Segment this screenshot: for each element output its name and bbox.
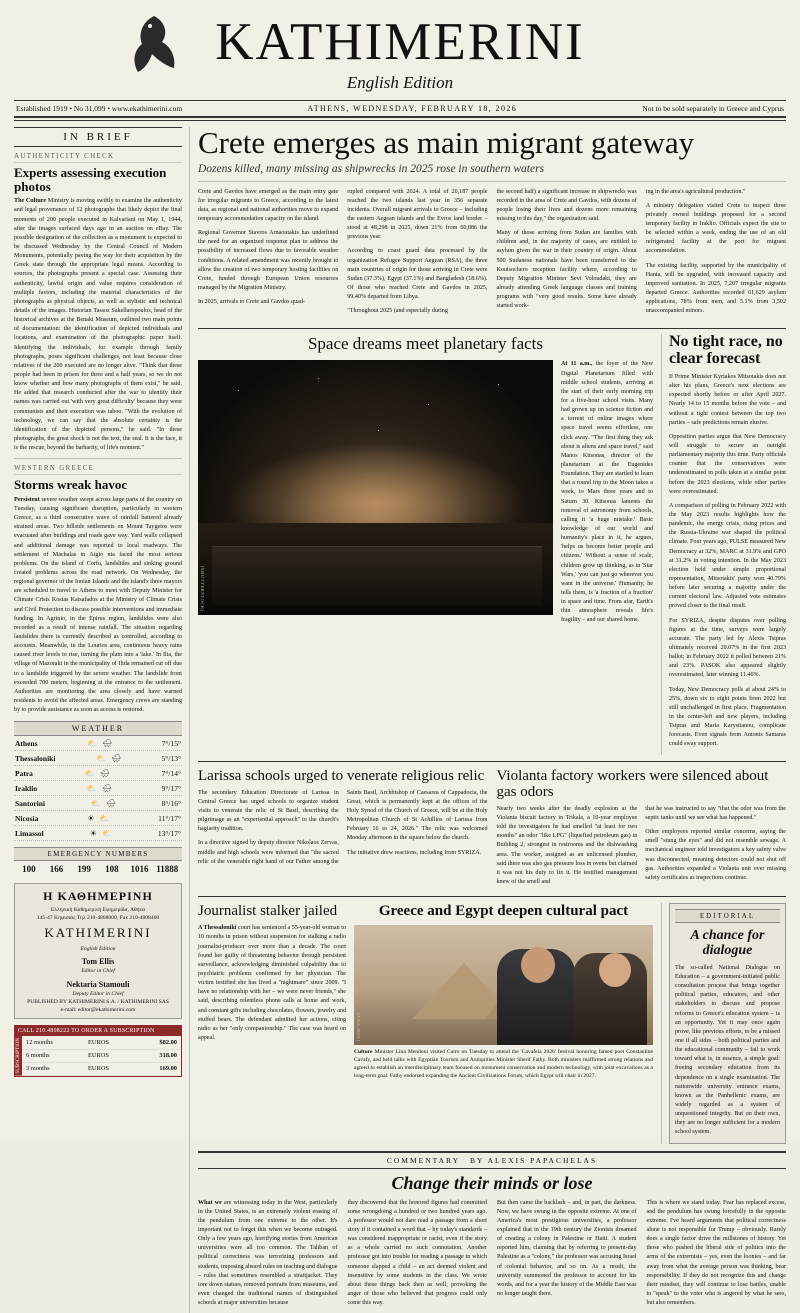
emergency-number: 108 [105, 864, 119, 875]
published-by: PUBLISHED BY KATHIMERINI S.A. / KATHIMERINI SAS [27, 999, 169, 1006]
weather-temp: 7°/14° [161, 768, 181, 778]
imprint-latin-sub: English Edition [80, 945, 116, 952]
emergency-number: 100 [22, 864, 36, 875]
forecast-para: Today, New Democracy polls at about 24% to 25%, down six to eight points from 2022 but still unchallenged in first place. Fragmentation in the center-left and new players, including Tsipras and Maria Karystianou, complicate forecasts. Even signals from Antonis Samaras could sway support. [669, 686, 786, 748]
lead-para: The existing facility, supported by the municipality of Hania, will be upgraded, with increased capacity and improved sanitation. In 2025, 7,207 irregular migrants departed Greece. Authorities recorded 61,629 asylum applications, 78% from men, and 5.1% from 3,502 unaccompanied minors. [645, 262, 786, 315]
commentary-bar [198, 1151, 786, 1169]
story-lead: Nearly two [496, 805, 526, 812]
weather-header: WEATHER [14, 721, 182, 736]
space-text [561, 360, 653, 625]
sub-currency: EUROS [84, 1049, 136, 1062]
space-headline[interactable]: Space dreams meet planetary facts [307, 334, 544, 354]
weather-temp: 8°/16° [161, 798, 181, 808]
culture-feature [354, 903, 653, 1143]
weather-city: Thessaloniki [15, 753, 56, 763]
lead-deck: Dozens killed, many missing as shipwrecks in 2025 rose in southern waters [198, 163, 786, 182]
larissa-body [198, 789, 488, 867]
commentary-para [198, 1199, 338, 1309]
commentary-col-3 [497, 1199, 637, 1313]
journalist-story [198, 903, 346, 1143]
editorial-body: The so-called National Dialogue on Education – a government-initiated public consultation process that brings together political parties, educators, and other stakeholders to discuss and propose reforms to Greece's education system – is an opportunity. Yet it may once again prove, like previous efforts, to be a missed one if all sides – both political parties and the educational community – fail to work toward what is, in essence, a simple goal: freeing secondary education from its dependence on a single examination. The nationwide university entrance exams, known as the Panhellenic exams, are widely regarded as a system of unquestioned integrity. But on their own, they are no longer sufficient for a modern school system. [675, 964, 780, 1136]
commentary-title[interactable]: Change their minds or lose [391, 1172, 593, 1193]
journalist-text: court has sentenced a 55-year-old woman to 10 months in prison without suspension for stalking a radio journalist-producer over more than a decade. The court found her guilty of threatening behavior through persistent surveillance, acknowledging diminished culpability due to psychiatric problems confirmed by her physician. The victim testified she has lived a "nightmare" since 2009. "I have no relationship with her – we were never friends," she said, describing relentless phone calls at home and work, and constant gifts including chocolates, flowers, jewelry and stuffed bears. The defendant admitted her actions, citing radio as her "only companionship." The case was heard on appeal. [198, 925, 346, 1041]
masthead-info [14, 101, 786, 116]
emergency-header: EMERGENCY NUMBERS [14, 847, 182, 861]
sub-currency: EUROS [84, 1062, 136, 1075]
right-column [661, 334, 786, 754]
story-lead: The secondary [198, 789, 237, 796]
lead-para: According to coast guard data processed by the organization Refugee Support Aegean (RSA), the three main countries of origin for those arriving in Crete were Sudan (37.3%), Egypt (37.1%) and Bangladesh (18.6%). Of those who reached Crete and Gavdos in 2025, 99.40% departed from Libya. [347, 248, 488, 301]
brief-lead: Persistent [14, 496, 40, 503]
brief-item-2 [14, 464, 182, 715]
weather-icons [87, 739, 112, 748]
story-para: In a directive signed by deputy director Nikolaos Zervas, middle and high schools were informed that "the sacred relic of the venerable right hand of our Father among the Saints Basil, Archbishop of Caesarea of Cappadocia, the Great, which is permanently kept at the offices of the Holy Synod of the Church of Greece, will be at the Holy Metropolitan Church of St Achillios of Larissa from February 16 to 24, 2026." The relic was welcomed Monday afternoon in the square below the church. [198, 789, 488, 865]
space-row [198, 360, 653, 625]
story-para: Other employees reported similar concerns, saying the smell "stung the eyes" and did not resemble sewage. A mechanical engineer told investigators a key safety valve was disconnected, meaning detectors could not shut off gas. Authorities expanded a Violanta unit over missing safety certificates as inspections continue. [645, 829, 786, 881]
journalist-body [198, 924, 346, 1043]
imprint-address: 145-47 Κηφισιάς Τηλ 210-4808000, Fax 210-4808460 [36, 914, 160, 921]
subscription-row [22, 1036, 181, 1049]
violanta-body [497, 805, 787, 890]
lead-para [198, 188, 338, 225]
deputy-role: Deputy Editor in Chief [72, 991, 124, 998]
bottom-row [198, 896, 786, 1143]
brief-lead: The Culture [14, 198, 47, 205]
emergency-number: 199 [77, 864, 91, 875]
griffin-logo-icon [124, 12, 184, 78]
sub-period: 12 months [22, 1036, 84, 1049]
caption-lead: Culture [354, 1049, 373, 1056]
imprint-greek-title: Η ΚΑΘΗΜΕΡΙΝΗ [43, 889, 153, 904]
rain-icon: 🌧 [110, 753, 122, 763]
weather-temp: 5°/13° [161, 753, 181, 763]
lead-col-4 [646, 188, 786, 322]
weather-temp: 9°/17° [161, 783, 181, 793]
page-columns [14, 127, 786, 1313]
deputy-name: Nektaria Stamouli [66, 979, 130, 989]
brief-body [14, 496, 182, 715]
commentary-para: they discovered that the honored figures had committed some wrongdoing a hundred or two hundred years ago. A professor would not dare read a passage from a short story if it contained a word that – by today's standards – was considered inappropriate or racist, even if the story as a whole carried no such connotation. Another professor got into trouble for reading a passage in which someone slapped a child – an act deemed violent and insensitive by some students in the class. We wrote about these things back then as well, provoking the anger of those who believed that progress could only come this way. [347, 1199, 487, 1307]
brief-item-1 [14, 152, 182, 453]
forecast-para: For SYRIZA, despite disputes over polling figures at the time, surveys were largely accurate. The party led by Alexis Tsipras ultimately received 20.07% in the first 2023 ballot; in February 2022 it polled between 21% and 23%. PASOK also appeared slightly overestimated, later winning 11.46%. [669, 617, 786, 679]
lead-para: A ministry delegation visited Crete to inspect three privately owned buildings proposed for a second temporary facility in Iraklio. Officials expect the site to be selected within a week, ending the use of an old refrigerated facility at the port for migrant accommodation. [645, 202, 786, 255]
emergency-numbers [14, 861, 182, 877]
weather-city: Santorini [15, 798, 46, 808]
brief-headline[interactable]: Experts assessing execution photos [14, 165, 167, 194]
photo-console [212, 546, 542, 605]
story-para [198, 789, 339, 835]
in-brief-header: IN BRIEF [14, 127, 182, 147]
divider [14, 458, 182, 459]
weather-icons [96, 754, 121, 763]
commentary-lead: What we [198, 1199, 222, 1206]
forecast-para [669, 373, 786, 428]
editor-role: Editor in Chief [81, 968, 115, 975]
imprint-box [14, 883, 182, 1019]
weather-icons [90, 829, 112, 838]
commentary-label: COMMENTARY [386, 1155, 461, 1165]
journalist-lead: A Thessaloniki [198, 925, 237, 932]
brief-kicker: WESTERN GREECE [14, 464, 182, 475]
sun-cloud-icon: ⛅ [87, 738, 97, 748]
sub-period: 3 months [22, 1062, 84, 1075]
story-para: The initiative drew reactions, including from SYRIZA. [346, 849, 482, 856]
editor-name: Tom Ellis [81, 956, 115, 966]
photo-credit: [ANA-MPA] [356, 1012, 361, 1042]
commentary-text: are witnessing today in the West, particularly in the United States, is an extremely violent erasing of the pendulum from one extreme to the other. It's important not to forget this when we become outraged. Only a few years ago, horrifying stories from American universities were all too common. The Taliban of political correctness was terrorizing professors and students, imposing absurd rules on teaching and dialogue – rules that sometimes resembled a straitjacket. They tore down statues, removed portraits from museums, and even changed the traditional names of distinguished schools at major universities because [198, 1199, 338, 1307]
two-story-row [198, 761, 786, 891]
space-feature [198, 334, 653, 754]
subscription-row [22, 1062, 181, 1075]
weather-row [14, 781, 182, 796]
story-para [497, 805, 638, 887]
brief-text: Ministry is moving swiftly to examine the authenticity and legal provenance of 12 photographs that likely depict the final moments of 200 people executed in Kalvariani on May 1, 1944, after the images surfaced days ago in an auction on eBay. The possible designation of the collection as a monument is expected to be discussed Wednesday by the Central Council of Modern Monuments, potentially paving the way for their acquisition by the Greek state through the appropriate legal means. According to sources, the photographs present a special case. Assessing their authenticity, lawful origin and value requires consideration of multiple factors, including the material characteristics of the photographs as physical objects, as well as stylistic and technical details of the images. Historian Tassos Sakellaropoulos, head of the historical archives at the Benaki Museum, outlined two main points of documentation: the identification of depicted individuals and locations, and examination of the photographic paper itself. Identifying the individuals, for example through family photographs, poses significant challenges, not least because close relatives of the 200 executed are no longer alive. "Think that these people had been in prison for three and a half years, so we do not know whether and how many photographs of them exist," he said. He added that research conducted after the war to identify their names was carried out 'with very great difficulty' because they were communists and their execution was taboo. "With the evolution of technology, we can say that the absolute certainty is the identification of the depicted persons," he said. "In these photographs, the great shock is not the text, the seal. It is the face, it is the rescue, beyond the barbarity, of life's moment." [14, 198, 182, 452]
star-icon [498, 384, 499, 385]
weather-city: Limassol [15, 828, 44, 838]
sun-icon: ☀ [87, 813, 95, 823]
subscription-header: CALL 210.4808222 TO ORDER A SUBSCRIPTION [15, 1026, 181, 1036]
subscription-side-label: SUBSCRIPTION [16, 1038, 21, 1074]
masthead [14, 10, 786, 116]
lead-col-3 [497, 188, 637, 322]
section-divider [198, 328, 786, 329]
weather-icons [85, 769, 110, 778]
story-text: weeks after the deadly explosion at the Violanta biscuit factory in Trikala, a 10-year employee told the investigators he had smelled "at least for two months" an odor "like LPG" (liquefied petroleum gas) in Building 2, strongest in restrooms and the dishwashing area. The worker, assigned as an unlicensed plumber, said there was also gas pressure loss in ovens but claimed it was not his duty to fix it. He testified management knew of the smell and [496, 805, 638, 886]
violanta-story [497, 768, 787, 891]
lead-para: In 2025, arrivals to Crete and Gavdos quad- [198, 299, 305, 306]
star-icon [378, 430, 379, 431]
emergency-number: 11888 [156, 864, 179, 875]
masthead-left-info: Established 1919 • No 31,099 • www.ekathimerini.com [16, 104, 183, 113]
forecast-text: Minister Kyriakos Mitsotakis does not alter his plans, Greece's next elections are expected shortly before or after April 2027. Nearly 14 to 15 months before the vote – and without a tight contest between the top two parties – safe predictions remain elusive. [669, 374, 786, 426]
star-icon [318, 378, 319, 379]
forecast-para: A comparison of polling in February 2022 with the May 2023 results highlights how the pandemic, the energy crisis, rising prices and the Russia-Ukraine war shaped the political climate. Four years ago, PULSE measured New Democracy at 32%, MARC at 31.9% and GPO at 31.2% in voting intention. In the May 2023 election held under simple proportional representation, Mitsotakis' party won 40.79% before later securing a majority under the current electoral law. Adjusted vote estimates proved closer to the final result. [669, 502, 786, 610]
weather-temp: 7°/15° [161, 738, 181, 748]
journalist-headline[interactable]: Journalist stalker jailed [198, 903, 338, 920]
subscription-box[interactable] [14, 1025, 182, 1077]
editorial-header: EDITORIAL [675, 909, 780, 923]
brief-kicker: AUTHENTICITY CHECK [14, 152, 182, 163]
weather-table [14, 736, 182, 841]
commentary-col-2 [348, 1199, 488, 1313]
lead-para: rupled compared with 2024. A total of 20,187 people reached the two islands last year in 356 separate incidents. Overall migrant arrivals to Greece – including the eastern Aegean islands and the Evros land border – stood at 48,298 in 2025, down 21% from 60,886 the previous year. [347, 188, 488, 241]
brief-headline[interactable]: Storms wreak havoc [14, 477, 128, 493]
larissa-story [198, 768, 488, 891]
weather-icons [91, 799, 116, 808]
commentary-col-4 [647, 1199, 787, 1313]
commentary-body [198, 1199, 786, 1313]
masthead-double-rule [14, 116, 786, 121]
main-column [198, 127, 786, 1313]
star-icon [428, 404, 429, 405]
weather-row [14, 796, 182, 811]
rain-icon: 🌧 [101, 738, 113, 748]
editorial-column [661, 903, 786, 1143]
contact-email[interactable]: e-mail: editor@ekathimerini.com [60, 1007, 136, 1014]
photo-credit: [SHUTTERSTOCK] [200, 565, 205, 612]
sun-cloud-icon: ⛅ [90, 798, 101, 808]
forecast-para: Opposition parties argue that New Democracy will struggle to secure an outright parliamentary majority this time. Party officials counter that the conservatives were underestimated in polls taken at a similar point before the 2023 elections, while other parties were overestimated. [669, 433, 786, 495]
weather-row [14, 811, 182, 826]
commentary-para: This is where we stand today. Fear has replaced excess, and the pendulum has swung forcefully in the opposite extreme. I've heard arguments that political correctness alone is not responsible for Trump – obviously. Rarely does a single factor drive the millstones of history. Yet those who pushed the liberal side of politics into the arms of the extremists – yes, even the loonies – and far away from what the average person was thinking, bear responsibility. If they do not recognize this and change their mindset, they will continue to lose battles, unable to "speak" to the voter who is angered by what he sees, but also remembers. [646, 1199, 786, 1307]
lead-inline-bold: Crete and Gavdos have emerged as the main entry gate for irregular migrants to Greece, according to the latest data, as regional and national authorities move to expand temporary accommodation capacity on the island. [198, 188, 339, 223]
sun-cloud-icon: ⛅ [101, 828, 112, 838]
editorial-headline[interactable]: A chance for dialogue [690, 928, 765, 959]
violanta-headline[interactable]: Violanta factory workers were silenced about gas odors [496, 767, 769, 800]
forecast-lead: If Prime [669, 374, 690, 381]
weather-icons [87, 784, 112, 793]
culture-caption [354, 1048, 653, 1080]
sub-period: 6 months [22, 1049, 84, 1062]
lead-para: Many of those arriving from Sudan are families with children and, in the majority of cases, are entitled to asylum given the war in their country of origin. About 500 Sudanese nationals have been transferred to the Koutsochero reception facility where, according to Deputy Migration Minister Sevi Voloudaki, they are already attending Greek language classes and training programs with "very good results. Some have already started work- [496, 230, 637, 310]
commentary-byline: BY ALEXIS PAPACHELAS [470, 1155, 598, 1165]
emergency-number: 1016 [130, 864, 149, 875]
star-icon [238, 390, 239, 391]
sun-cloud-icon: ⛅ [95, 753, 106, 763]
rain-icon: 🌧 [99, 768, 110, 778]
forecast-headline[interactable]: No tight race, no clear forecast [669, 333, 783, 368]
weather-temp: 13°/17° [157, 828, 181, 838]
weather-row [14, 826, 182, 841]
weather-row [14, 736, 182, 751]
sub-price: 318.00 [135, 1049, 181, 1062]
subscription-row [22, 1049, 181, 1062]
weather-icons [87, 814, 109, 823]
sun-cloud-icon: ⛅ [84, 768, 95, 778]
forecast-body [669, 373, 786, 749]
lead-para: "Throughout 2025 (and especially during [347, 308, 448, 315]
story-para: that he was instructed to say "that the odor was from the septic tanks until we see what has happened." [645, 805, 786, 822]
person-face [599, 953, 631, 987]
commentary-para: But then came the backlash – and, in part, the darkness. Now, we have swung in the opposite extreme. At one of America's most prestigious universities, a professor explained that in the 19th century the Zionists dreamed of creating a colony in Palestine or Haiti. A student reported him, claiming that by referring to present-day Palestine as a "colony," the professor was accusing Israel of colonial behavior, and so on. As a result, the university summoned the professor to account for his words, and for a year the history of the Middle East was no longer taught there. [497, 1199, 637, 1297]
sub-price: 169.00 [135, 1062, 181, 1075]
emergency-number: 166 [49, 864, 64, 875]
sub-currency: EUROS [84, 1036, 136, 1049]
left-column [14, 127, 190, 1313]
lead-col-1 [198, 188, 338, 322]
space-photo [198, 360, 553, 615]
lead-para: ing in the area's agricultural production." [645, 188, 746, 195]
rain-icon: 🌧 [101, 783, 112, 793]
weather-city: Nicosia [15, 813, 39, 823]
brief-body [14, 197, 182, 453]
lead-headline[interactable]: Crete emerges as main migrant gateway [198, 125, 695, 160]
caption-text: Minister Lina Mendoni visited Cairo on Tuesday to attend the 'Cavafeia 2026' festival honoring famed poet Constantine Cavafy, and held talks with Egyptian Tourism and Antiquities Minister Sherif Fathy. Both ministers reaffirmed strong relations and agreed to establish an interdisciplinary team focused on monument conservation and modern technology, with joint excavations as a long-term goal. Fathy endorsed expanding the Ancient Civilizations Forum, which Egypt will chair in 2027. [354, 1049, 653, 1080]
person-face [521, 947, 555, 983]
sun-cloud-icon: ⛅ [99, 813, 110, 823]
sub-price: $82.00 [135, 1036, 181, 1049]
space-body: the foyer of the New Digital Planetarium filled with middle school students, arriving at the start of their early morning trip for a five-hour school visits. Many had grown up on science fiction and a torrent of online images where space travel seems effortless, one click away. "The first thing they ask about is aliens and space travel," said Manos Kitsonas, director of the planetarium at the Eugenides Foundation. They are startled to learn that a round trip to the Moon takes a week, to Mars three years and to Saturn 30. Kitsonas laments the removal of astronomy from schools, calling it 'a huge mistake.' Basic knowledge of our world and humanity's place in it, he argues, 'helps us become better people and citizens.' Without a sense of scale, children grow up thinking, as in 'Star Wars,' 'you can just go wherever you want in the universe.' Humanity, he tells them, is 'a fraction of a fraction' in space and time. From afar, Earth's thin atmosphere reveals life's fragility – and our shared home. [561, 361, 653, 624]
lead-para: Regional Governor Stavros Arnaoutakis has underlined the need for an organized response plan to address the possibility of increased flows due to favorable weather conditions. A related amendment was recently brought to allow the creation of two temporary hosting facilities on Crete, funded through European Union resources managed by the Migration Ministry. [198, 230, 339, 292]
masthead-date: ATHENS, WEDNESDAY, FEBRUARY 18, 2026 [307, 104, 518, 113]
culture-headline[interactable]: Greece and Egypt deepen cultural pact [378, 903, 629, 920]
sun-icon: ☀ [89, 828, 97, 838]
subscription-table [15, 1036, 181, 1076]
weather-city: Athens [15, 738, 38, 748]
sun-cloud-icon: ⛅ [86, 783, 97, 793]
weather-row [14, 751, 182, 766]
imprint-greek-sub: Ελληνική Καθημερινή Εφημερίδα, Αθήνα [50, 906, 146, 913]
space-lead: At 11 a.m., [561, 361, 593, 368]
masthead-right-info: Not to be sold separately in Greece and Cyprus [642, 104, 784, 113]
rain-icon: 🌧 [105, 798, 116, 808]
feature-row [198, 334, 786, 754]
larissa-headline[interactable]: Larissa schools urged to venerate religious relic [198, 767, 485, 784]
story-text: Education Directorate of Larissa in Central Greece has urged schools to organize student visits to venerate the relic of St Basil, describing the pilgrimage as an "experiential approach" to the church's hagiarity tradition. [198, 789, 339, 833]
paper-title: KATHIMERINI [215, 13, 585, 71]
paper-subtitle: English Edition [346, 73, 454, 92]
weather-temp: 11°/17° [158, 813, 181, 823]
weather-city: Patra [15, 768, 33, 778]
commentary-col-1 [198, 1199, 338, 1313]
lead-body [198, 188, 786, 322]
imprint-latin-title: KATHIMERINI [44, 924, 152, 940]
editorial-box [669, 903, 786, 1143]
lead-para: the second half) a significant increase in shipwrecks was recorded in the area of Crete and Gavdos, with dozens of people losing their lives and dozens more remaining missing to this day," the organization said. [496, 188, 637, 223]
brief-text: severe weather swept across large parts of the country on Tuesday, causing significant disruption, particularly in western Greece, as a third consecutive wave of rainfall battered already strained areas. Two hillside settlements on Mount Taygetos were evacuated after buildings and roads gave way. Yard walls collapsed and additional damage was reported to local roadways. The settlement of Machalas in Aigio nia faced the most serious problems. On the island of Corfu, landslides and sinking ground created problems across the road network. On Wednesday, the regional governor of the Ionian Islands and the island's three mayors are scheduled to travel to Athens to meet with Deputy Minister for Climate Crisis Kostas Katsafados at the Ministry of Climate Crisis and Civil Protection to discuss possible interventions and immediate funding. In Agrinio, in the Epirus region, landslides were also recorded as a result of intense rainfall. The situation regarding landslides there is currently described as controlled, according to accounts. Meanwhile, in the Lourios area, continuous heavy rains caused river levels to rise, turning the plain into a 'lake.' In Ilia, the village of Mazoraki in the municipality of Ilida remained cut off due to a landslide triggered by the severe weather. The landslide front exceeded 700 meters, beginning at the entrance to the settlement. Authorities are monitoring the area closely and have warned residents to avoid the affected areas. Emergency crews are standing by to provide assistance as soon as access is restored. [14, 496, 182, 714]
lead-col-2 [347, 188, 487, 322]
weather-city: Iraklio [15, 783, 38, 793]
weather-row [14, 766, 182, 781]
culture-photo [354, 925, 653, 1045]
